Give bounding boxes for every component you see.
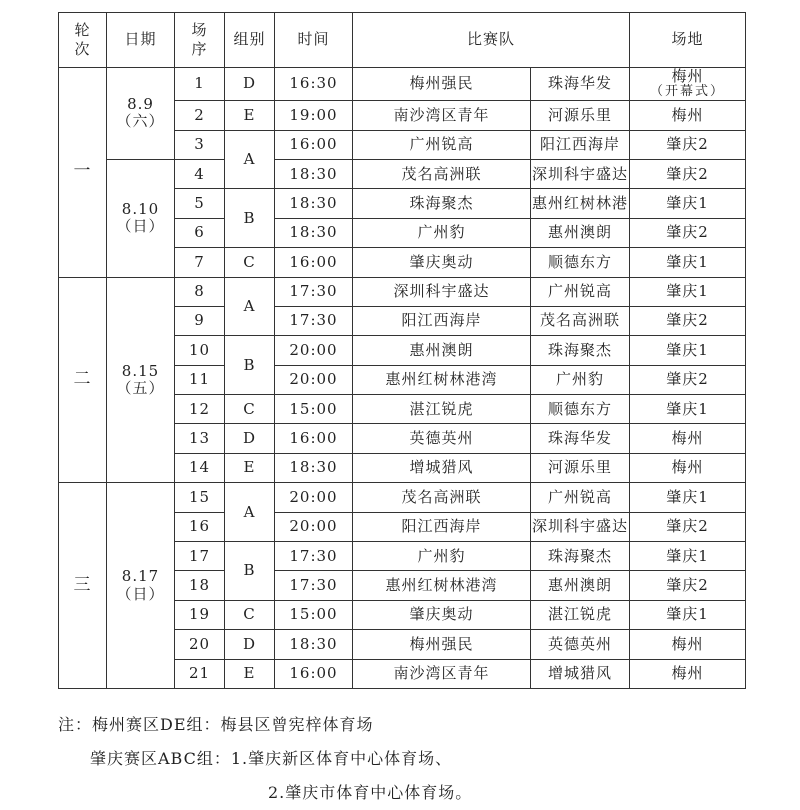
time-cell: 18:30 bbox=[275, 218, 353, 247]
match-no: 21 bbox=[175, 659, 225, 688]
note-line-1: 注：梅州赛区DE组：梅县区曾宪梓体育场 bbox=[58, 715, 374, 734]
match-no: 19 bbox=[175, 600, 225, 629]
venue-cell: 肇庆1 bbox=[630, 277, 746, 306]
home-team: 英德英州 bbox=[353, 424, 531, 453]
group-cell: E bbox=[225, 453, 275, 482]
venue-cell: 肇庆1 bbox=[630, 248, 746, 277]
time-cell: 18:30 bbox=[275, 453, 353, 482]
match-no: 3 bbox=[175, 130, 225, 159]
group-cell: E bbox=[225, 659, 275, 688]
away-team: 深圳科宇盛达 bbox=[531, 512, 630, 541]
group-cell: B bbox=[225, 336, 275, 395]
away-team: 英德英州 bbox=[531, 630, 630, 659]
group-cell: D bbox=[225, 630, 275, 659]
venue-cell: 肇庆2 bbox=[630, 306, 746, 335]
time-cell: 17:30 bbox=[275, 277, 353, 306]
match-no: 7 bbox=[175, 248, 225, 277]
venue-notes bbox=[58, 708, 778, 810]
away-team: 茂名高洲联 bbox=[531, 306, 630, 335]
venue-cell: 梅州 bbox=[630, 101, 746, 130]
away-team: 珠海华发 bbox=[531, 424, 630, 453]
home-team: 增城猎风 bbox=[353, 453, 531, 482]
venue-cell: 梅州 bbox=[630, 424, 746, 453]
venue-cell: 肇庆2 bbox=[630, 218, 746, 247]
date-cell: 8.9 （六） bbox=[107, 68, 175, 160]
table-row bbox=[59, 159, 746, 188]
group-cell: B bbox=[225, 189, 275, 248]
group-cell: A bbox=[225, 277, 275, 336]
match-no: 15 bbox=[175, 483, 225, 512]
away-team: 河源乐里 bbox=[531, 101, 630, 130]
away-team: 珠海华发 bbox=[531, 68, 630, 101]
time-cell: 18:30 bbox=[275, 189, 353, 218]
schedule-table bbox=[58, 12, 746, 689]
home-team: 阳江西海岸 bbox=[353, 512, 531, 541]
away-team: 河源乐里 bbox=[531, 453, 630, 482]
match-no: 10 bbox=[175, 336, 225, 365]
time-cell: 15:00 bbox=[275, 395, 353, 424]
time-cell: 20:00 bbox=[275, 483, 353, 512]
home-team: 肇庆奥动 bbox=[353, 600, 531, 629]
match-no: 17 bbox=[175, 542, 225, 571]
match-no: 18 bbox=[175, 571, 225, 600]
time-cell: 16:30 bbox=[275, 68, 353, 101]
home-team: 梅州强民 bbox=[353, 630, 531, 659]
away-team: 深圳科宇盛达 bbox=[531, 159, 630, 188]
header-time: 时间 bbox=[275, 13, 353, 68]
home-team: 广州锐高 bbox=[353, 130, 531, 159]
date-cell: 8.15 （五） bbox=[107, 277, 175, 483]
venue-cell: 肇庆1 bbox=[630, 189, 746, 218]
home-team: 阳江西海岸 bbox=[353, 306, 531, 335]
home-team: 惠州红树林港湾 bbox=[353, 365, 531, 394]
match-no: 9 bbox=[175, 306, 225, 335]
away-team: 广州锐高 bbox=[531, 277, 630, 306]
venue-cell: 肇庆2 bbox=[630, 365, 746, 394]
venue-cell: 梅州 bbox=[630, 659, 746, 688]
match-no: 4 bbox=[175, 159, 225, 188]
header-group: 组别 bbox=[225, 13, 275, 68]
home-team: 梅州强民 bbox=[353, 68, 531, 101]
home-team: 南沙湾区青年 bbox=[353, 101, 531, 130]
time-cell: 16:00 bbox=[275, 659, 353, 688]
venue-note: （开幕式） bbox=[650, 84, 726, 100]
away-team: 顺德东方 bbox=[531, 248, 630, 277]
match-no: 13 bbox=[175, 424, 225, 453]
away-team: 惠州澳朗 bbox=[531, 571, 630, 600]
group-cell: B bbox=[225, 542, 275, 601]
time-cell: 18:30 bbox=[275, 159, 353, 188]
time-cell: 16:00 bbox=[275, 248, 353, 277]
away-team: 广州豹 bbox=[531, 365, 630, 394]
venue-cell: 梅州 bbox=[630, 453, 746, 482]
home-team: 茂名高洲联 bbox=[353, 159, 531, 188]
group-cell: C bbox=[225, 395, 275, 424]
table-row bbox=[59, 68, 746, 101]
table-row bbox=[59, 277, 746, 306]
home-team: 珠海聚杰 bbox=[353, 189, 531, 218]
header-row bbox=[59, 13, 746, 68]
group-cell: A bbox=[225, 130, 275, 189]
match-no: 14 bbox=[175, 453, 225, 482]
group-cell: D bbox=[225, 68, 275, 101]
venue-cell: 肇庆2 bbox=[630, 571, 746, 600]
group-cell: C bbox=[225, 600, 275, 629]
header-venue: 场地 bbox=[630, 13, 746, 68]
venue-cell: 肇庆2 bbox=[630, 159, 746, 188]
header-date: 日期 bbox=[107, 13, 175, 68]
away-team: 珠海聚杰 bbox=[531, 336, 630, 365]
away-team: 湛江锐虎 bbox=[531, 600, 630, 629]
time-cell: 19:00 bbox=[275, 101, 353, 130]
away-team: 广州锐高 bbox=[531, 483, 630, 512]
date-cell: 8.10 （日） bbox=[107, 159, 175, 277]
round-label: 三 bbox=[59, 483, 107, 689]
venue-cell: 肇庆2 bbox=[630, 130, 746, 159]
header-teams: 比赛队 bbox=[353, 13, 630, 68]
home-team: 湛江锐虎 bbox=[353, 395, 531, 424]
header-match-no: 场序 bbox=[175, 13, 225, 68]
match-no: 20 bbox=[175, 630, 225, 659]
home-team: 肇庆奥动 bbox=[353, 248, 531, 277]
note-line-2: 肇庆赛区ABC组：1.肇庆新区体育中心体育场、 bbox=[90, 749, 453, 768]
note-line-3: 2.肇庆市体育中心体育场。 bbox=[268, 783, 473, 802]
time-cell: 15:00 bbox=[275, 600, 353, 629]
venue-cell: 肇庆1 bbox=[630, 600, 746, 629]
away-team: 顺德东方 bbox=[531, 395, 630, 424]
match-no: 5 bbox=[175, 189, 225, 218]
header-round: 轮次 bbox=[59, 13, 107, 68]
venue-cell: 肇庆1 bbox=[630, 483, 746, 512]
match-no: 12 bbox=[175, 395, 225, 424]
time-cell: 20:00 bbox=[275, 336, 353, 365]
match-no: 11 bbox=[175, 365, 225, 394]
away-team: 增城猎风 bbox=[531, 659, 630, 688]
round-label: 一 bbox=[59, 68, 107, 278]
home-team: 南沙湾区青年 bbox=[353, 659, 531, 688]
match-no: 16 bbox=[175, 512, 225, 541]
match-no: 1 bbox=[175, 68, 225, 101]
home-team: 广州豹 bbox=[353, 542, 531, 571]
home-team: 深圳科宇盛达 bbox=[353, 277, 531, 306]
match-no: 8 bbox=[175, 277, 225, 306]
table-row bbox=[59, 483, 746, 512]
away-team: 惠州澳朗 bbox=[531, 218, 630, 247]
time-cell: 16:00 bbox=[275, 424, 353, 453]
time-cell: 20:00 bbox=[275, 365, 353, 394]
venue-cell: 肇庆1 bbox=[630, 336, 746, 365]
venue-cell: 梅州 （开幕式） bbox=[630, 68, 746, 101]
group-cell: A bbox=[225, 483, 275, 542]
match-no: 6 bbox=[175, 218, 225, 247]
home-team: 广州豹 bbox=[353, 218, 531, 247]
time-cell: 16:00 bbox=[275, 130, 353, 159]
home-team: 惠州红树林港湾 bbox=[353, 571, 531, 600]
time-cell: 20:00 bbox=[275, 512, 353, 541]
time-cell: 17:30 bbox=[275, 306, 353, 335]
venue-cell: 肇庆1 bbox=[630, 395, 746, 424]
home-team: 茂名高洲联 bbox=[353, 483, 531, 512]
home-team: 惠州澳朗 bbox=[353, 336, 531, 365]
venue-cell: 肇庆2 bbox=[630, 512, 746, 541]
group-cell: E bbox=[225, 101, 275, 130]
away-team: 阳江西海岸 bbox=[531, 130, 630, 159]
time-cell: 17:30 bbox=[275, 542, 353, 571]
time-cell: 17:30 bbox=[275, 571, 353, 600]
date-cell: 8.17 （日） bbox=[107, 483, 175, 689]
venue-cell: 梅州 bbox=[630, 630, 746, 659]
time-cell: 18:30 bbox=[275, 630, 353, 659]
match-no: 2 bbox=[175, 101, 225, 130]
away-team: 珠海聚杰 bbox=[531, 542, 630, 571]
group-cell: D bbox=[225, 424, 275, 453]
group-cell: C bbox=[225, 248, 275, 277]
round-label: 二 bbox=[59, 277, 107, 483]
away-team: 惠州红树林港 bbox=[531, 189, 630, 218]
venue-cell: 肇庆1 bbox=[630, 542, 746, 571]
